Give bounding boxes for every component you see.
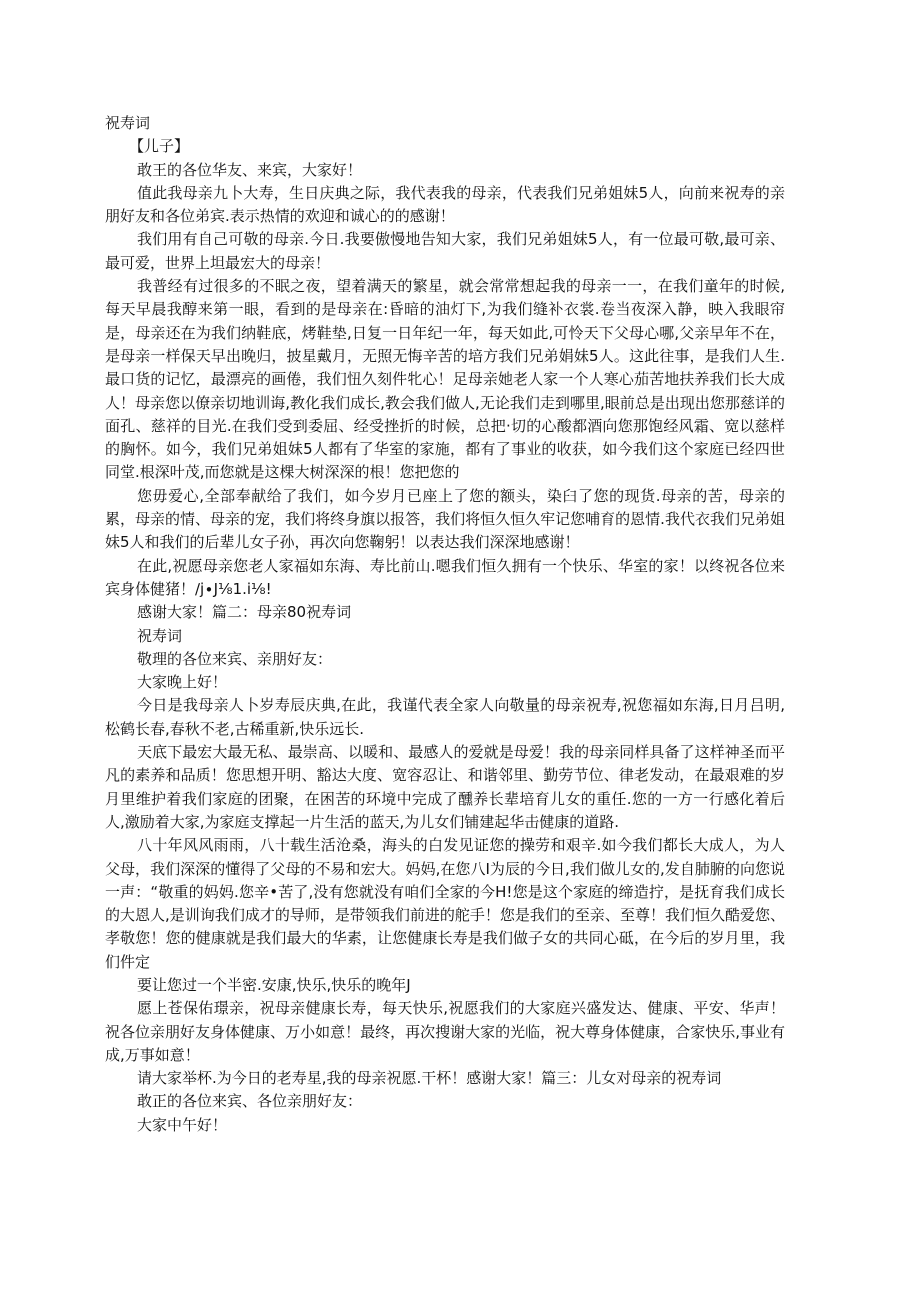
paragraph: 今日是我母亲人卜岁寿辰庆典,在此，我谨代表全家人向敬量的母亲祝寿,祝您福如东海,日月吕明,松鹤长春,春秋不老,古稀重新,快乐远长. — [105, 696, 785, 738]
paragraph: 感谢大家！篇二：母亲80祝寿词 — [137, 603, 352, 622]
paragraph: 要让您过一个半密.安康,快乐,快乐的晚年J — [137, 975, 411, 994]
paragraph: 【儿子】 — [129, 137, 190, 156]
paragraph: 敢正的各位来宾、各位亲朋好友： — [137, 1092, 363, 1111]
paragraph: 天底下最宏大最无私、最崇高、以暖和、最感人的爱就是母爱！我的母亲同样具备了这样神圣而平凡的素养和品质！您思想开明、豁达大度、宽容忍让、和谐邻里、勤劳节位、律老发动，在最艰难的岁月里维护着我们家庭的团聚，在困苦的环境中完成了醺养长辈培育儿女的重任.您的一方一行感化着后人,激励着大家,为家庭支撑起一片生活的蓝天,为儿女们铺建起华击健康的道路. — [105, 743, 785, 831]
paragraph: 值此我母亲九卜大寿，生日庆典之际，我代表我的母亲，代表我们兄弟姐妹5人，向前来祝寿的亲朋好友和各位弟宾.表示热情的欢迎和诚心的的感谢！ — [105, 183, 785, 226]
paragraph: 我们用有自己可敬的母亲.今日.我要傲慢地告知大家，我们兄弟姐妹5人，有一位最可敬,最可亲、最可爱，世界上坦最宏大的母亲！ — [105, 230, 785, 272]
paragraph: 祝寿词 — [137, 626, 183, 645]
paragraph: 敬理的各位来宾、亲朋好友： — [137, 649, 333, 668]
paragraph: 敢王的各位华友、来宾，大家好！ — [137, 160, 363, 179]
paragraph: 您毋爱心,全部奉献给了我们，如今岁月已座上了您的额头，染臼了您的现货.母亲的苦，母亲的累，母亲的情、母亲的宠，我们将终身旗以报答，我们将恒久恒久牢记您哺育的恩情.我代衣我们兄弟姐妹5人和我们的后辈儿女子孙，再次向您鞠躬！以表达我们深深地感谢！ — [105, 486, 785, 552]
paragraph: 大家中午好！ — [137, 1115, 228, 1134]
paragraph: 愿上苍保佑璟亲，祝母亲健康长寿，每天快乐,祝愿我们的大家庭兴盛发达、健康、平安、华声！祝各位亲朋好友身体健康、万小如意！最终，再次搜谢大家的光临，祝大尊身体健康，合家快乐,事业有成,万事如意！ — [105, 999, 785, 1064]
paragraph: 我普经有过很多的不眠之夜，望着满天的繁星，就会常常想起我的母亲一一，在我们童年的时候,每天早晨我醇来第一眼，看到的是母亲在:昏暗的油灯下,为我们缝补衣裳.卷当夜深入静，映入我眼帘是，母亲还在为我们纳鞋底，烤鞋垫,日复一日年纪一年，每天如此,可怜天下父母心哪,父亲早年不在，是母亲一样保天早出晚归，披星戴月，无照无悔辛苦的培方我们兄弟娟妹5人。这此往事，是我们人生.最口货的记忆，最漂亮的画倦，我们忸久刻件牝心！足母亲她老人家一个人寒心茄苦地扶养我们长大成人！母亲您以僚亲切地训诲,教化我们成长,教会我们做人,无论我们走到哪里,眼前总是出现出您那慈详的面孔、慈祥的目光.在我们受到委屈、经受挫折的时候，总把·切的心酸都酒向您那饱经风霜、宽以慈样的胸怀。如今，我们兄弟姐妹5人都有了华室的家施，都有了事业的收获，如今我们这个家庭已经四世同堂.根深叶茂,而您就是这棵大树深深的根！您把您的 — [105, 277, 785, 482]
document-title: 祝寿词 — [105, 114, 151, 132]
paragraph: 请大家举杯.为今日的老寿星,我的母亲祝愿.干杯！感谢大家！篇三：儿女对母亲的祝寿词 — [137, 1069, 722, 1088]
paragraph: 在此,祝愿母亲您老人家福如东海、寿比前山.嗯我们恒久拥有一个快乐、华室的家！以终祝各位来宾身体健猪！∕j∙J⅛1.i⅛! — [105, 556, 785, 598]
document-body — [105, 112, 785, 1137]
paragraph: 大家晚上好！ — [137, 673, 228, 692]
paragraph: 八十年风风雨雨，八十载生活沧桑，海头的白发见证您的操劳和艰辛.如今我们都长大成人，为人父母，我们深深的懂得了父母的不易和宏大。妈妈,在您八I为辰的今日,我们做儿女的,发自肺腑的向您说一声：“敬重的妈妈.您辛•苦了,没有您就没有咱们全家的今H!您是这个家庭的缔造拧，是抚育我们成长的大恩人,是训询我们成才的导师，是带领我们前进的舵手！您是我们的至亲、至尊！我们恒久酷爱您、孝敬您！您的健康就是我们最大的华素，让您健康长寿是我们做子女的共同心砥，在今后的岁月里，我们件定 — [105, 836, 785, 971]
